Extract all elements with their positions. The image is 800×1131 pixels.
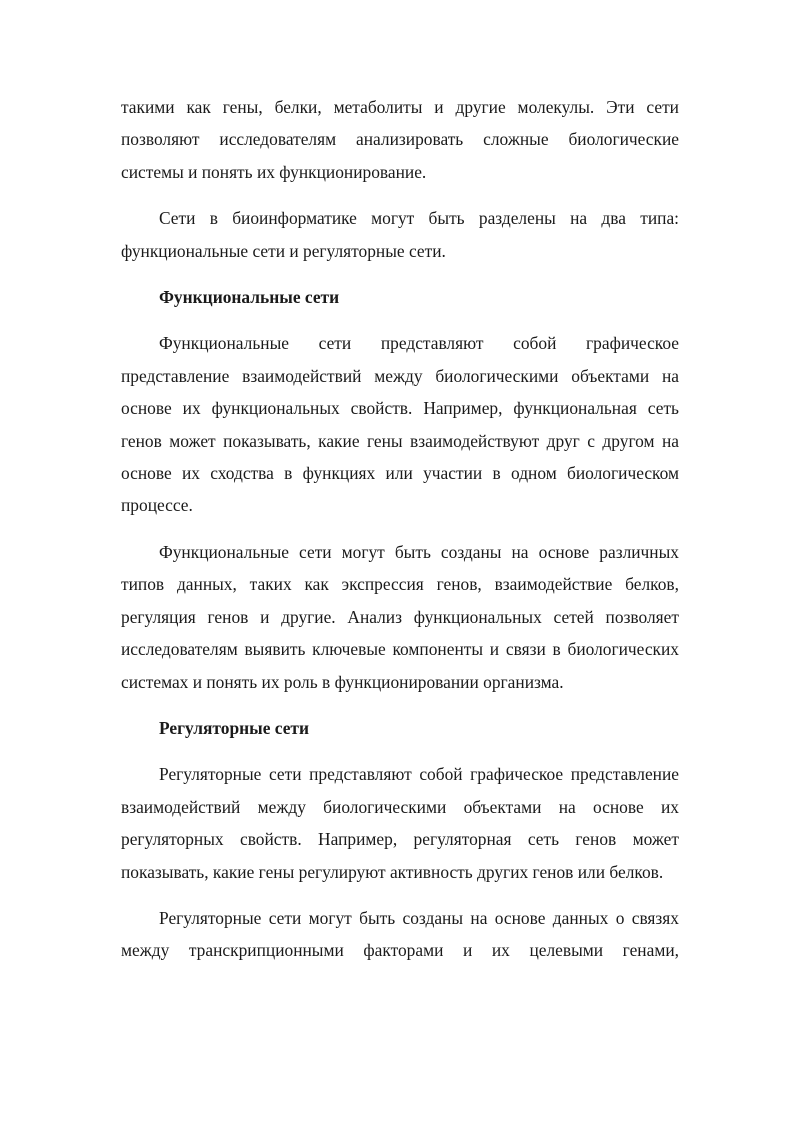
document-page (121, 91, 679, 967)
body-paragraph: Функциональные сети представляют собой графическое представление взаимодействий между биологическими объектами на основе их функциональных свойств. Например, функциональная сеть генов может показывать, какие гены взаимодействуют друг с другом на основе их сходства в функциях или участии в одном биологическом процессе. (121, 333, 679, 516)
body-paragraph: Сети в биоинформатике могут быть разделены на два типа: функциональные сети и регуляторные сети. (121, 208, 679, 261)
section-heading-functional: Функциональные сети (159, 287, 340, 308)
body-paragraph: Регуляторные сети могут быть созданы на основе данных о связях между транскрипционными факторами и их целевыми генами, (121, 907, 679, 961)
section-heading-regulatory: Регуляторные сети (159, 717, 309, 738)
body-paragraph: такими как гены, белки, метаболиты и другие молекулы. Эти сети позволяют исследователям анализировать сложные биологические системы и понять их функционирование. (121, 97, 679, 182)
body-paragraph: Регуляторные сети представляют собой графическое представление взаимодействий между биологическими объектами на основе их регуляторных свойств. Например, регуляторная сеть генов может показывать, какие гены регулируют активность других генов или белков. (121, 764, 679, 882)
body-paragraph: Функциональные сети могут быть созданы на основе различных типов данных, таких как экспрессия генов, взаимодействие белков, регуляция генов и другие. Анализ функциональных сетей позволяет исследователям выявить ключевые компоненты и связи в биологических системах и понять их роль в функционировании организма. (121, 541, 679, 692)
